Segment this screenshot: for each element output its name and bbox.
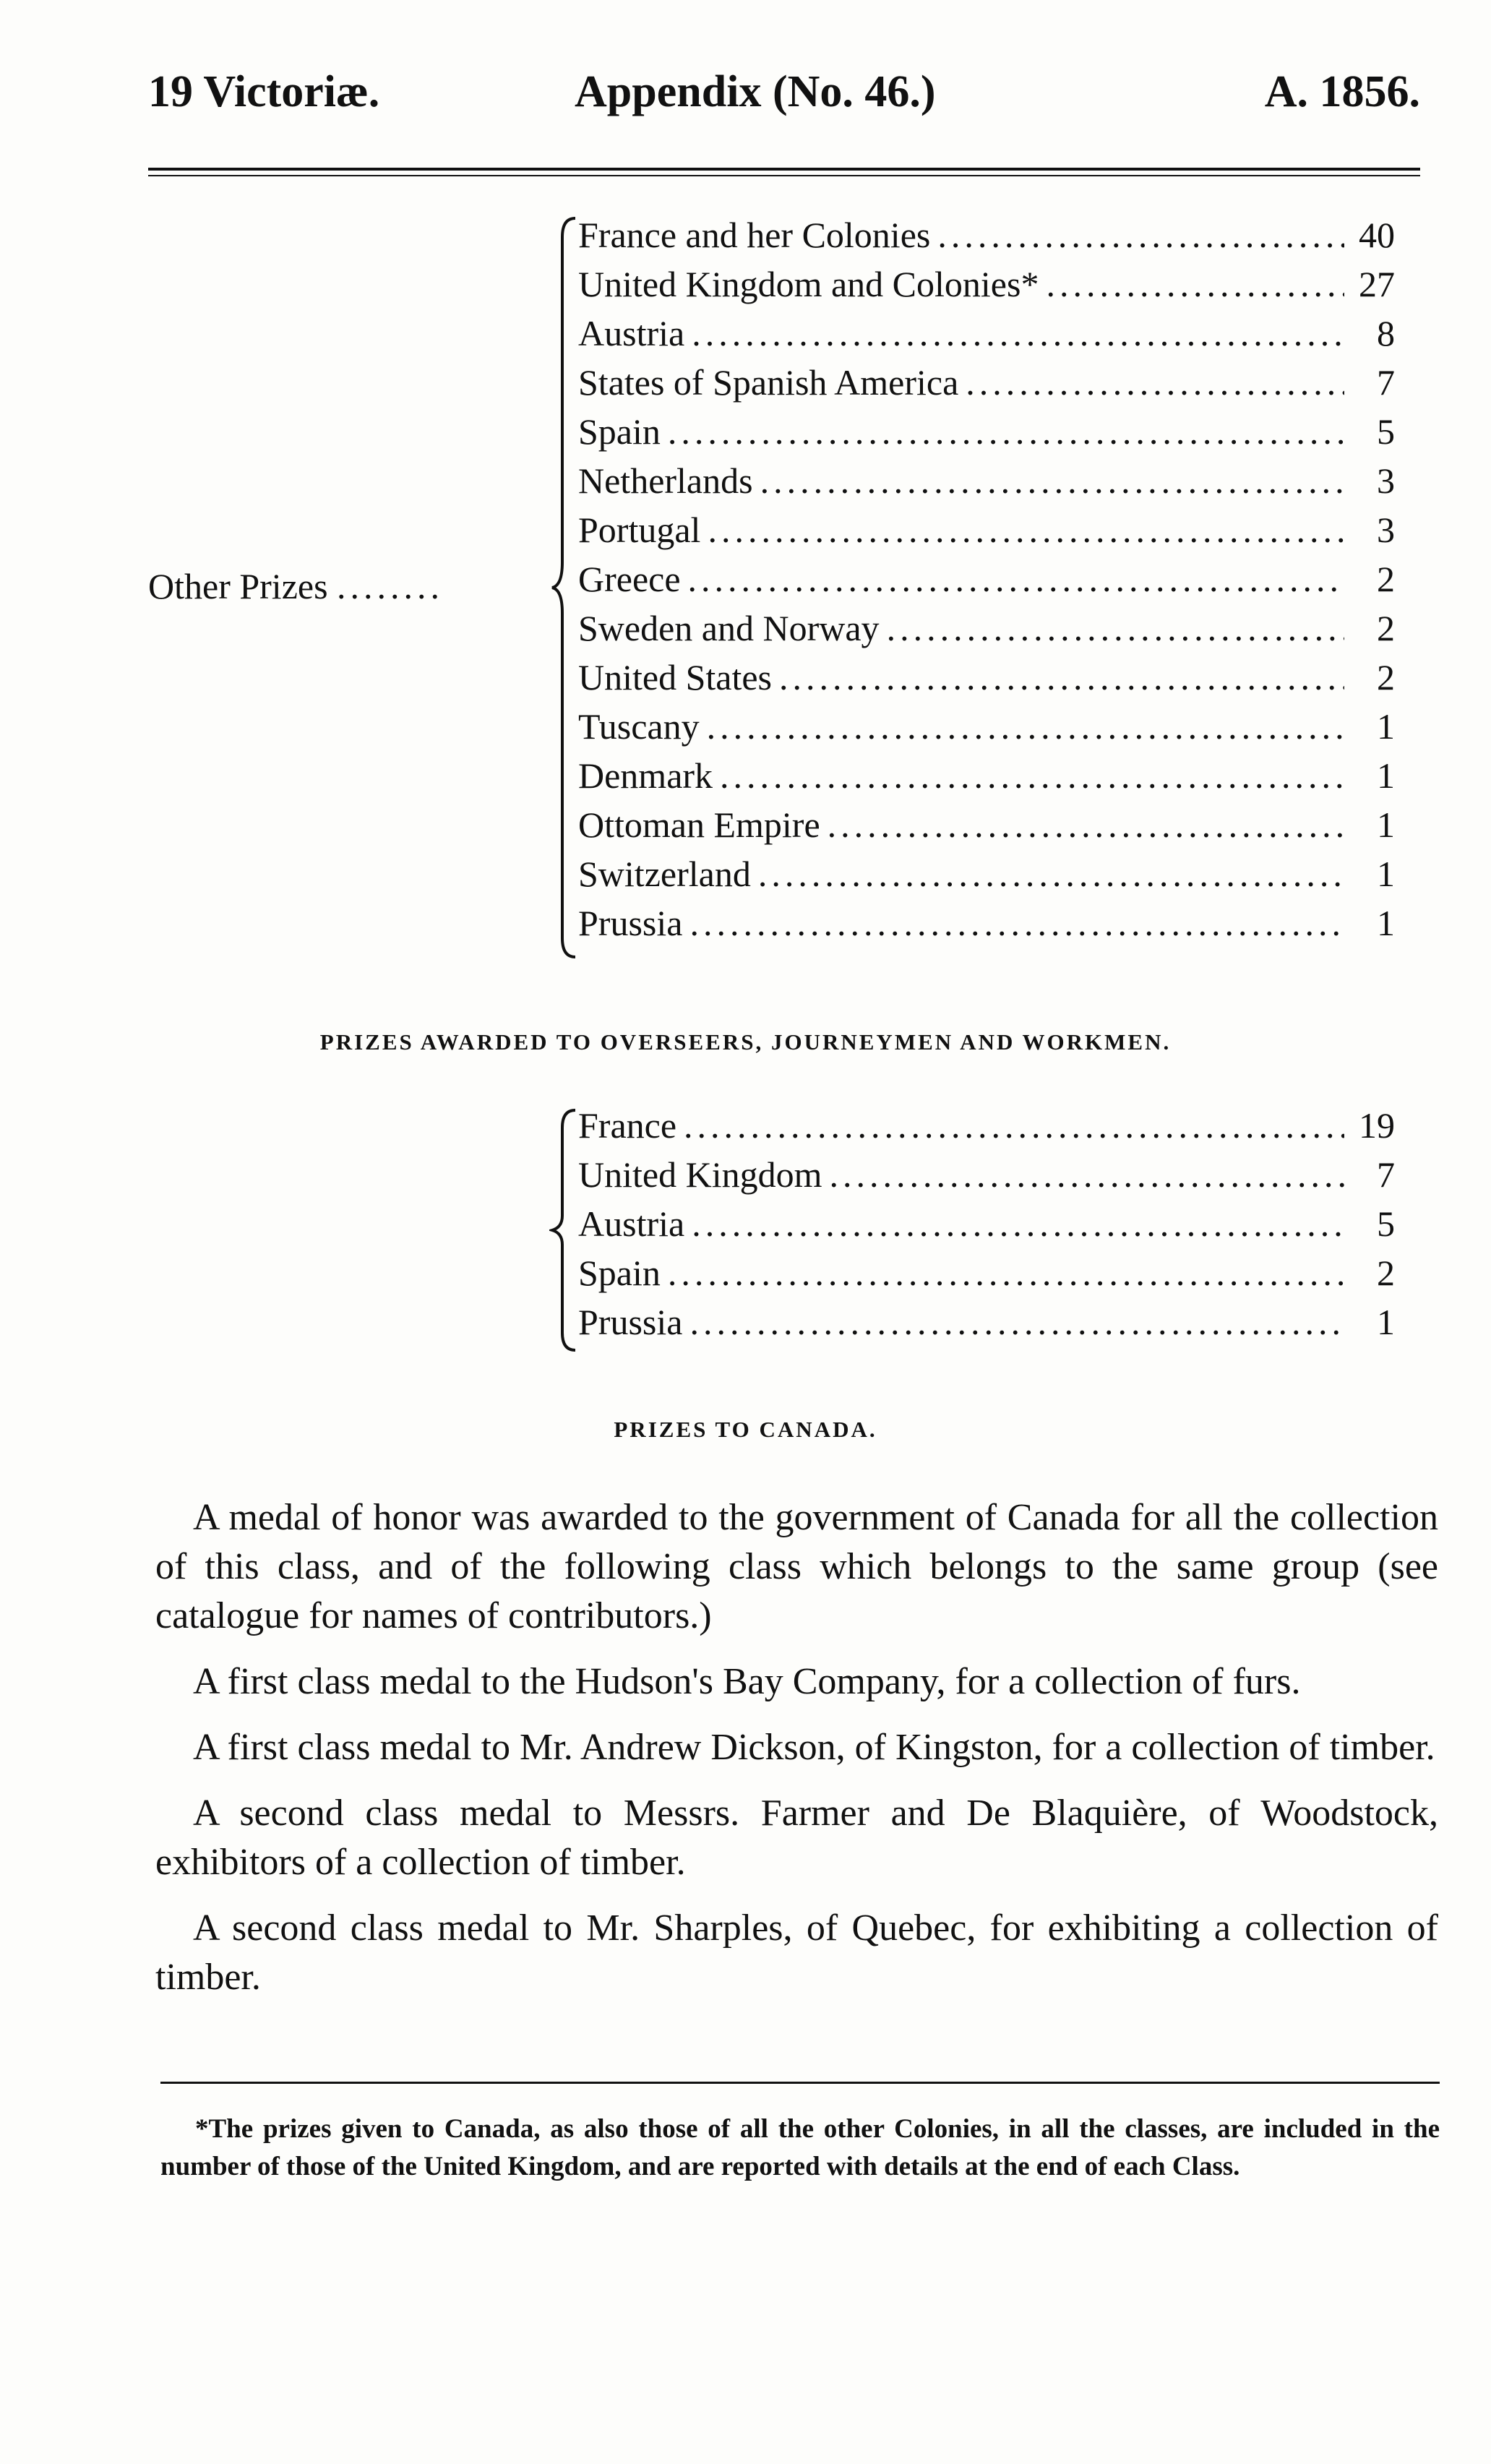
- header-center: Appendix (No. 46.): [575, 67, 936, 116]
- header-left: 19 Victoriæ.: [148, 67, 380, 116]
- footnote: *The prizes given to Canada, as also those of all the other Colonies, in all the classes, are included in the number of those of the United Kingdom, and are reported with details at the end of each Class.: [160, 2114, 1440, 2181]
- list-item: France and her Colonies ..... 40: [578, 214, 1395, 263]
- running-header: [148, 66, 1420, 124]
- list-item: Spain ..... 5: [578, 411, 1395, 460]
- list-item: Prussia ..... 1: [578, 1301, 1395, 1350]
- paragraph: A medal of honor was awarded to the government of Canada for all the collection of this class, and of the following class which belongs to the same group (see catalogue for names of contributors.): [155, 1497, 1438, 1636]
- overseers-list: [578, 1104, 1395, 1350]
- list-item: Switzerland ..... 1: [578, 853, 1395, 902]
- list-item: Prussia ..... 1: [578, 902, 1395, 951]
- header-rule: [148, 168, 1420, 176]
- list-item: Austria ..... 5: [578, 1203, 1395, 1252]
- header-right: A. 1856.: [1264, 67, 1420, 116]
- list-item: Greece ..... 2: [578, 558, 1395, 607]
- other-prizes-brace: [549, 215, 578, 960]
- overseers-heading: PRIZES AWARDED TO OVERSEERS, JOURNEYMEN AND WORKMEN.: [319, 1029, 1172, 1055]
- list-item: Austria ..... 8: [578, 312, 1395, 361]
- paragraph: A first class medal to the Hudson's Bay Company, for a collection of furs.: [193, 1661, 1301, 1702]
- list-item: Sweden and Norway ..... 2: [578, 607, 1395, 656]
- list-item: United Kingdom ..... 7: [578, 1154, 1395, 1203]
- other-prizes-list: [578, 214, 1395, 951]
- other-prizes-label: Other Prizes ........: [148, 566, 444, 606]
- overseers-brace: [549, 1107, 578, 1353]
- canada-paragraphs: [155, 1493, 1438, 2019]
- list-item: Ottoman Empire ..... 1: [578, 804, 1395, 853]
- list-item: Netherlands ..... 3: [578, 460, 1395, 509]
- list-item: Spain ..... 2: [578, 1252, 1395, 1301]
- list-item: United Kingdom and Colonies* ..... 27: [578, 263, 1395, 312]
- list-item: States of Spanish America ..... 7: [578, 361, 1395, 411]
- canada-heading: PRIZES TO CANADA.: [614, 1417, 877, 1442]
- list-item: Portugal ..... 3: [578, 509, 1395, 558]
- paragraph: A second class medal to Mr. Sharples, of Quebec, for exhibiting a collection of timber.: [155, 1907, 1438, 1998]
- list-item: Denmark ..... 1: [578, 755, 1395, 804]
- list-item: Tuscany ..... 1: [578, 705, 1395, 755]
- footnote-rule: [160, 2082, 1440, 2084]
- list-item: United States ..... 2: [578, 656, 1395, 705]
- paragraph: A second class medal to Messrs. Farmer and De Blaquière, of Woodstock, exhibitors of a collection of timber.: [155, 1793, 1438, 1883]
- paragraph: A first class medal to Mr. Andrew Dickson, of Kingston, for a collection of timber.: [193, 1727, 1435, 1768]
- list-item: France ..... 19: [578, 1104, 1395, 1154]
